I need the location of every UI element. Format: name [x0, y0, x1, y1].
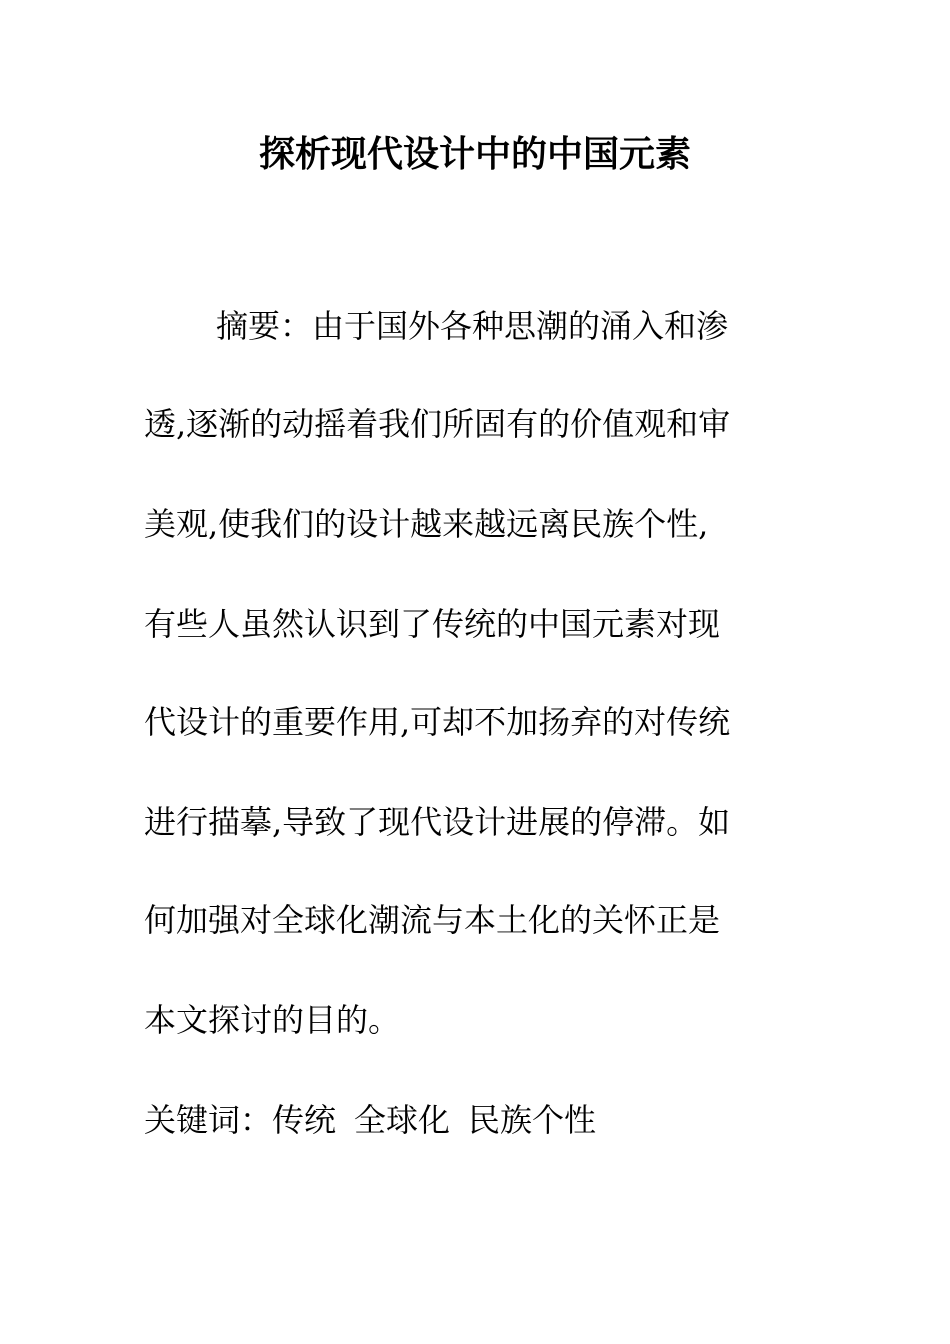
abstract-line: 代设计的重要作用,可却不加扬弃的对传统	[144, 703, 731, 741]
keyword: 全球化	[354, 1101, 451, 1139]
abstract-line: 有些人虽然认识到了传统的中国元素对现	[144, 605, 721, 643]
abstract-line: 何加强对全球化潮流与本土化的关怀正是	[144, 901, 721, 939]
keywords-line	[144, 1095, 596, 1145]
abstract-line: 进行描摹,导致了现代设计进展的停滞。如	[144, 803, 731, 841]
keyword: 民族个性	[468, 1101, 597, 1139]
document-title: 探析现代设计中的中国元素	[258, 133, 691, 175]
keywords-label: 关键词：	[144, 1101, 273, 1139]
keyword: 传统	[272, 1101, 337, 1139]
abstract-line: 本文探讨的目的。	[144, 1001, 401, 1039]
abstract-line: 摘要：由于国外各种思潮的涌入和渗	[216, 307, 729, 345]
abstract-line: 美观,使我们的设计越来越远离民族个性,	[144, 505, 709, 543]
abstract-line: 透,逐渐的动摇着我们所固有的价值观和审	[144, 405, 731, 443]
